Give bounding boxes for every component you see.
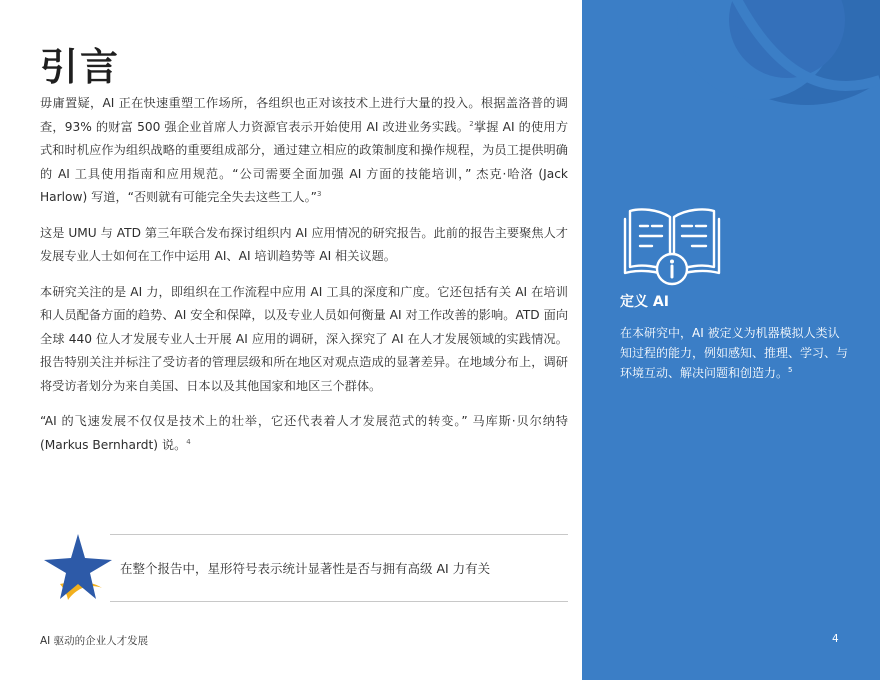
definition-title: 定义 AI bbox=[620, 294, 669, 310]
callout-note: 在整个报告中，星形符号表示统计显著性是否与拥有高级 AI 力有关 bbox=[120, 561, 491, 576]
paragraph-1-text-a: 毋庸置疑，AI 正在快速重塑工作场所，各组织也正对该技术上进行大量的投入。根据盖洛普的调查，93% 的财富 500 强企业首席人力资源官表示开始使用 AI 改进业务实践。 bbox=[40, 96, 568, 134]
significance-callout bbox=[40, 534, 568, 602]
footer-title: AI 驱动的企业人才发展 bbox=[40, 635, 149, 647]
definition-body: 在本研究中，AI 被定义为机器模拟人类认知过程的能力，例如感知、推理、学习、与环境互动、解决问题和创造力。 bbox=[620, 326, 849, 380]
footnote-ref-2[interactable]: 2 bbox=[469, 119, 474, 128]
page-number: 4 bbox=[832, 633, 839, 645]
star-icon bbox=[40, 534, 116, 604]
footnote-ref-4[interactable]: 4 bbox=[186, 437, 191, 446]
paragraph-4-text: “AI 的飞速发展不仅仅是技术上的壮举，它还代表着人才发展范式的转变。” 马库斯·贝尔纳特 (Markus Bernhardt) 说。 bbox=[40, 414, 568, 452]
definition-text bbox=[620, 323, 848, 383]
footnote-ref-5[interactable]: 5 bbox=[788, 366, 793, 374]
footnote-ref-3[interactable]: 3 bbox=[317, 189, 322, 198]
page-title: 引言 bbox=[40, 45, 121, 89]
paragraph-3: 本研究关注的是 AI 力，即组织在工作流程中应用 AI 工具的深度和广度。它还包括有关 AI 在培训和人员配备方面的趋势、AI 安全和保障，以及专业人员如何衡量 AI 对工作改善的影响。ATD 面向全球 440 位人才发展专业人士开展 AI 应用的调研，深入探究了 AI 在人才发展领域的实践情况。报告特别关注并标注了受访者的管理层级和所在地区对观点造成的显著差异。在地域分布上，调研将受访者划分为来自美国、日本以及其他国家和地区三个群体。 bbox=[40, 284, 568, 393]
callout-top-rule bbox=[110, 534, 568, 535]
book-info-icon bbox=[622, 205, 722, 287]
definition-sidebar bbox=[582, 0, 880, 680]
paragraph-1-text-b: 掌握 AI 的使用方式和时机应作为组织战略的重要组成部分，通过建立相应的政策制度和操作规程，为员工提供明确的 AI 工具使用指南和应用规范。“公司需要全面加强 AI 方面的技能培训，” 杰克·哈洛 (Jack Harlow) 写道，“否则就有可能完全失去这些工人。” bbox=[40, 119, 569, 204]
body-text bbox=[40, 92, 568, 469]
callout-bottom-rule bbox=[110, 601, 568, 602]
paragraph-2: 这是 UMU 与 ATD 第三年联合发布探讨组织内 AI 应用情况的研究报告。此前的报告主要聚焦人才发展专业人士如何在工作中运用 AI、AI 培训趋势等 AI 相关议题。 bbox=[40, 225, 568, 263]
paragraph-4 bbox=[40, 410, 568, 457]
paragraph-1 bbox=[40, 92, 568, 210]
